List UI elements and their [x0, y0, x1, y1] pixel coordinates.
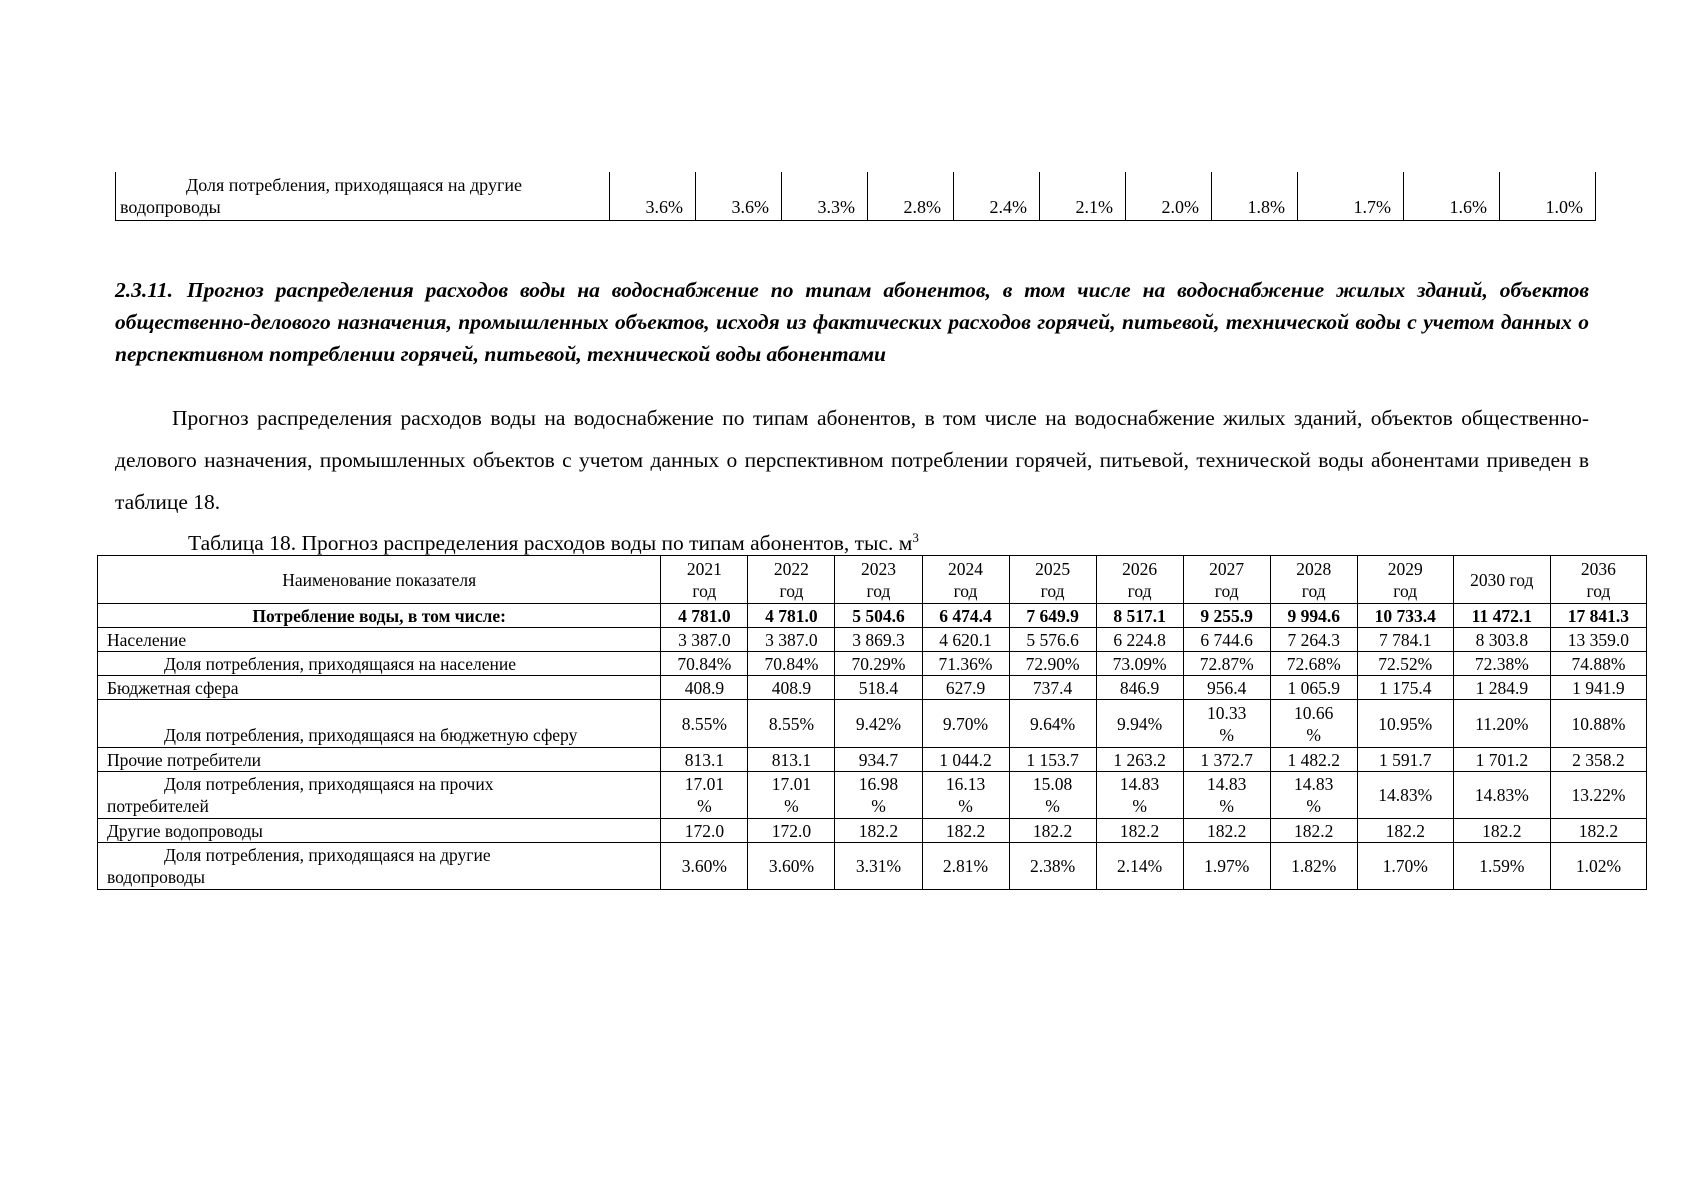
cell-value: 1 372.7 — [1200, 749, 1253, 770]
cell-value: 408.9 — [684, 677, 725, 698]
cell-value: 182.2 — [945, 820, 986, 841]
table-cell — [1550, 652, 1646, 676]
cell-percent-sign: % — [1132, 796, 1147, 816]
cell-value: 9.64% — [1029, 713, 1076, 734]
table-cell: 3.6% — [610, 172, 696, 221]
year-label: 2026 — [1122, 558, 1158, 579]
cell-value: 5 576.6 — [1026, 629, 1079, 650]
cell-value: 7 649.9 — [1026, 605, 1079, 626]
row-label-text: Доля потребления, приходящаяся на бюджетную сферу — [164, 725, 578, 745]
table-cell — [1453, 628, 1550, 652]
cell-value: 182.2 — [1578, 820, 1619, 841]
cell-value: 3.31% — [855, 856, 902, 876]
cell-value: 72.68% — [1286, 653, 1341, 674]
cell-value: 1.82% — [1291, 856, 1337, 876]
table-cell — [748, 843, 835, 890]
table-cell — [1096, 676, 1183, 700]
cell-value: 182.2 — [1482, 820, 1522, 841]
row-label-line: потребителей — [107, 796, 209, 816]
cell-value: 518.4 — [858, 677, 899, 698]
year-unit: год — [1040, 580, 1065, 601]
table-cell — [922, 819, 1009, 843]
table-cell — [835, 652, 922, 676]
table-cell — [1183, 676, 1270, 700]
cell-value: 16.98 — [858, 774, 899, 794]
table-cell — [835, 700, 922, 748]
cell-value: 14.83 — [1294, 774, 1334, 794]
cell-value: 1 701.2 — [1475, 749, 1529, 770]
table-cell — [748, 819, 835, 843]
cell-percent-sign: % — [958, 796, 973, 816]
cell-value: 8 517.1 — [1113, 605, 1166, 626]
cell-value: 627.9 — [945, 677, 986, 698]
cell-value: 72.38% — [1474, 653, 1529, 674]
cell-percent-sign: % — [1219, 724, 1234, 745]
table-cell — [748, 676, 835, 700]
table-cell — [1453, 676, 1550, 700]
continued-table — [115, 172, 1596, 221]
cell-value: 70.84% — [677, 653, 732, 674]
other-pipelines-row — [98, 819, 1647, 843]
cell-percent-sign: % — [1306, 796, 1321, 816]
table-cell — [1550, 676, 1646, 700]
cell-value: 73.09% — [1112, 653, 1167, 674]
table-cell — [1096, 772, 1183, 819]
cell-value: 10.33 — [1206, 702, 1247, 723]
table-cell — [661, 676, 748, 700]
table-cell — [1183, 628, 1270, 652]
year-unit: год — [1127, 580, 1152, 601]
table-cell — [1550, 772, 1646, 819]
cell-value: 17.01 — [771, 774, 812, 794]
table-cell — [835, 748, 922, 772]
table-cell — [1096, 843, 1183, 890]
table-cell — [835, 772, 922, 819]
table-cell — [1357, 628, 1453, 652]
column-header-year — [835, 556, 922, 604]
cell-percent-sign: % — [1045, 796, 1060, 816]
cell-value: 182.2 — [1119, 820, 1160, 841]
table-cell — [835, 676, 922, 700]
table-cell — [1357, 843, 1453, 890]
column-header-year — [1183, 556, 1270, 604]
table-cell — [1009, 628, 1096, 652]
year-unit: год — [692, 580, 717, 601]
table-cell — [661, 772, 748, 819]
population-row — [98, 628, 1647, 652]
cell-value: 8.55% — [768, 713, 815, 734]
table-cell: 2.8% — [868, 172, 954, 221]
year-unit: год — [779, 580, 804, 601]
cell-value: 956.4 — [1206, 677, 1247, 698]
column-header-name: Наименование показателя — [98, 556, 661, 604]
section-title: Прогноз распределения расходов воды на водоснабжение по типам абонентов, в том числе на водоснабжение жилых зданий, объектов общественно-делового назначения, промышленных объектов, исходя из фактических расходов горячей, питьевой, технической воды с учетом данных о перспективном потреблении горячей, питьевой, технической воды абонентами — [115, 278, 1590, 366]
table-cell — [1270, 676, 1357, 700]
cell-value: 813.1 — [771, 749, 812, 770]
cell-value: 6 474.4 — [939, 605, 992, 626]
table-cell — [922, 676, 1009, 700]
cell-value: 172.0 — [684, 820, 725, 841]
cell-value: 1 482.2 — [1287, 749, 1340, 770]
row-label — [98, 700, 661, 748]
cell-value: 5 504.6 — [852, 605, 905, 626]
table-cell: 1.7% — [1298, 172, 1404, 221]
table-cell — [748, 700, 835, 748]
cell-value: 72.90% — [1025, 653, 1080, 674]
table-cell — [1453, 819, 1550, 843]
budget-row — [98, 676, 1647, 700]
table-cell — [748, 628, 835, 652]
table-cell — [1270, 628, 1357, 652]
table-cell — [1357, 748, 1453, 772]
table-cell — [1096, 819, 1183, 843]
cell-value: 10.88% — [1571, 713, 1626, 734]
cell-value: 6 744.6 — [1200, 629, 1253, 650]
cell-percent-sign: % — [1219, 796, 1234, 816]
table-cell: 2.1% — [1040, 172, 1126, 221]
year-label: 2028 — [1296, 558, 1332, 579]
year-label: 2022 — [773, 558, 809, 579]
table-cell — [835, 604, 922, 628]
cell-value: 737.4 — [1032, 677, 1073, 698]
row-label-line: водопроводы — [107, 867, 205, 887]
cell-value: 8.55% — [681, 713, 727, 734]
table-row — [116, 172, 1596, 221]
year-unit: год — [1586, 580, 1611, 601]
cell-percent-sign: % — [1306, 724, 1321, 745]
cell-value: 1 263.2 — [1113, 749, 1166, 770]
cell-value: 1 175.4 — [1379, 677, 1432, 698]
table-cell: 1.8% — [1212, 172, 1298, 221]
cell-value: 2.38% — [1029, 856, 1076, 876]
table-cell — [922, 748, 1009, 772]
table-cell — [748, 772, 835, 819]
table-caption-text: Таблица 18. Прогноз распределения расходов воды по типам абонентов, тыс. м — [188, 531, 913, 556]
year-unit: год — [1214, 580, 1239, 601]
row-label — [98, 652, 661, 676]
cell-value: 70.29% — [851, 653, 906, 674]
year-label: 2024 — [948, 558, 984, 579]
row-label — [98, 604, 661, 628]
table-cell — [1270, 604, 1357, 628]
cell-value: 1.70% — [1382, 856, 1428, 876]
row-label-line: Доля потребления, приходящаяся на другие — [164, 845, 491, 865]
year-unit: год — [866, 580, 891, 601]
table-cell — [1183, 652, 1270, 676]
table-caption-sup: 3 — [912, 530, 919, 545]
table-cell — [1550, 700, 1646, 748]
table-cell — [1009, 772, 1096, 819]
cell-value: 3.60% — [681, 856, 727, 876]
year-label: 2030 год — [1470, 569, 1534, 590]
row-label-text: Бюджетная сфера — [107, 677, 239, 698]
cell-value: 172.0 — [771, 820, 812, 841]
row-label-text: Прочие потребители — [107, 749, 262, 770]
cell-value: 1 591.7 — [1379, 749, 1432, 770]
table-cell — [1096, 652, 1183, 676]
table-cell: 2.0% — [1126, 172, 1212, 221]
cell-value: 9.94% — [1117, 713, 1163, 734]
other-pipelines-share-row — [98, 843, 1647, 890]
table-cell — [922, 652, 1009, 676]
table-cell — [835, 843, 922, 890]
table-cell — [922, 843, 1009, 890]
year-label: 2023 — [860, 558, 896, 579]
table-cell — [1183, 772, 1270, 819]
cell-value: 1.59% — [1479, 856, 1525, 876]
table-cell — [1096, 748, 1183, 772]
row-label — [98, 843, 661, 890]
table-cell: 3.3% — [782, 172, 868, 221]
table-cell — [1183, 843, 1270, 890]
cell-percent-sign: % — [697, 796, 712, 816]
row-label — [98, 772, 661, 819]
cell-value: 70.84% — [764, 653, 819, 674]
table-cell: 1.6% — [1404, 172, 1500, 221]
row-label — [116, 172, 610, 221]
row-label-text: Потребление воды, в том числе: — [252, 605, 506, 626]
table-cell — [661, 748, 748, 772]
cell-value: 2.81% — [942, 856, 989, 876]
table-cell — [1009, 843, 1096, 890]
year-label: 2025 — [1035, 558, 1071, 579]
cell-value: 1 284.9 — [1475, 677, 1529, 698]
cell-value: 182.2 — [1206, 820, 1247, 841]
table-cell — [1270, 748, 1357, 772]
table-cell — [1096, 628, 1183, 652]
section-heading — [115, 274, 1589, 370]
table-cell — [922, 604, 1009, 628]
other-consumers-share-row — [98, 772, 1647, 819]
table-cell — [1453, 843, 1550, 890]
cell-value: 2.14% — [1117, 856, 1163, 876]
table-cell — [1270, 843, 1357, 890]
column-header-year — [661, 556, 748, 604]
cell-value: 4 620.1 — [939, 629, 992, 650]
table-cell — [661, 604, 748, 628]
table-cell — [661, 819, 748, 843]
table-cell — [1009, 819, 1096, 843]
row-label-text: Другие водопроводы — [107, 820, 263, 841]
water-distribution-table — [97, 555, 1647, 890]
year-unit: год — [1393, 580, 1418, 601]
cell-value: 16.13 — [945, 774, 986, 794]
cell-value: 9 994.6 — [1287, 605, 1340, 626]
table-cell — [1270, 819, 1357, 843]
cell-value: 6 224.8 — [1113, 629, 1166, 650]
cell-value: 182.2 — [1294, 820, 1334, 841]
row-label-line: водопроводы — [120, 197, 221, 217]
cell-value: 14.83% — [1378, 785, 1433, 805]
table-cell — [1009, 676, 1096, 700]
table-cell — [661, 628, 748, 652]
table-cell — [1009, 652, 1096, 676]
cell-value: 2 358.2 — [1572, 749, 1625, 770]
table-cell — [1096, 604, 1183, 628]
table-cell — [1357, 652, 1453, 676]
cell-value: 1.02% — [1575, 856, 1622, 876]
table-cell — [748, 652, 835, 676]
row-label — [98, 748, 661, 772]
table-cell — [1357, 819, 1453, 843]
cell-value: 846.9 — [1119, 677, 1160, 698]
year-unit: год — [953, 580, 978, 601]
year-label: 2029 — [1387, 558, 1423, 579]
cell-value: 71.36% — [938, 653, 993, 674]
total-row — [98, 604, 1647, 628]
cell-value: 10.66 — [1294, 702, 1334, 723]
cell-value: 11.20% — [1475, 713, 1529, 734]
population-share-row — [98, 652, 1647, 676]
cell-value: 15.08 — [1032, 774, 1073, 794]
cell-value: 3.60% — [768, 856, 815, 876]
cell-percent-sign: % — [871, 796, 886, 816]
table-cell: 1.0% — [1500, 172, 1596, 221]
cell-value: 10 733.4 — [1374, 605, 1436, 626]
table-cell — [1009, 604, 1096, 628]
table-cell — [1183, 748, 1270, 772]
table-cell — [1183, 604, 1270, 628]
table-cell — [835, 819, 922, 843]
table-cell — [1183, 700, 1270, 748]
table-cell — [748, 604, 835, 628]
table-cell — [1183, 819, 1270, 843]
cell-value: 14.83% — [1474, 785, 1529, 805]
table-cell — [1550, 819, 1646, 843]
row-label — [98, 676, 661, 700]
table-cell — [748, 748, 835, 772]
cell-value: 1 065.9 — [1287, 677, 1340, 698]
cell-value: 182.2 — [1385, 820, 1425, 841]
column-header-year — [1096, 556, 1183, 604]
column-header-year — [1357, 556, 1453, 604]
table-cell — [1550, 843, 1646, 890]
intro-paragraph: Прогноз распределения расходов воды на водоснабжение по типам абонентов, в том числе на водоснабжение жилых зданий, объектов общественно-делового назначения, промышленных объектов с учетом данных о перспективном потреблении горячей, питьевой, технической воды абонентами приведен в таблице 18. — [115, 406, 1589, 514]
column-header-year — [1270, 556, 1357, 604]
column-header-year — [1453, 556, 1550, 604]
table-cell — [1270, 700, 1357, 748]
cell-value: 3 869.3 — [852, 629, 905, 650]
cell-value: 7 784.1 — [1379, 629, 1432, 650]
cell-value: 1 941.9 — [1572, 677, 1625, 698]
column-header-year — [1009, 556, 1096, 604]
table-cell — [1270, 772, 1357, 819]
table-cell — [1453, 652, 1550, 676]
row-label-text: Доля потребления, приходящаяся на население — [164, 653, 517, 674]
cell-value: 1 153.7 — [1026, 749, 1079, 770]
table-cell: 2.4% — [954, 172, 1040, 221]
table-cell — [835, 628, 922, 652]
cell-value: 9 255.9 — [1200, 605, 1253, 626]
cell-value: 11 472.1 — [1471, 605, 1532, 626]
table-cell — [1096, 700, 1183, 748]
cell-value: 3 387.0 — [765, 629, 818, 650]
table-header-row — [98, 556, 1647, 604]
cell-value: 3 387.0 — [678, 629, 731, 650]
cell-value: 72.87% — [1199, 653, 1254, 674]
table-cell — [1357, 676, 1453, 700]
budget-share-row — [98, 700, 1647, 748]
table-cell — [1270, 652, 1357, 676]
other-consumers-row — [98, 748, 1647, 772]
cell-value: 9.70% — [942, 713, 989, 734]
cell-value: 813.1 — [684, 749, 725, 770]
table-cell: 3.6% — [696, 172, 782, 221]
cell-value: 182.2 — [1032, 820, 1073, 841]
cell-value: 934.7 — [858, 749, 899, 770]
table-cell — [1009, 700, 1096, 748]
row-label — [98, 628, 661, 652]
table-cell — [661, 843, 748, 890]
row-label — [98, 819, 661, 843]
cell-value: 14.83 — [1119, 774, 1160, 794]
cell-percent-sign: % — [784, 796, 799, 816]
cell-value: 1.97% — [1204, 856, 1250, 876]
year-unit: год — [1301, 580, 1326, 601]
table-cell — [1009, 748, 1096, 772]
cell-value: 4 781.0 — [765, 605, 818, 626]
table-cell — [922, 772, 1009, 819]
cell-value: 13.22% — [1571, 785, 1626, 805]
cell-value: 9.42% — [855, 713, 902, 734]
cell-value: 408.9 — [771, 677, 812, 698]
section-number: 2.3.11. — [115, 278, 173, 302]
table-cell — [1453, 772, 1550, 819]
row-label-text: Население — [107, 629, 187, 650]
cell-value: 4 781.0 — [678, 605, 731, 626]
table-cell — [1453, 748, 1550, 772]
table-cell — [1357, 700, 1453, 748]
table-cell — [1453, 700, 1550, 748]
table-cell — [1357, 772, 1453, 819]
cell-value: 10.95% — [1378, 713, 1433, 734]
cell-value: 74.88% — [1571, 653, 1626, 674]
table-cell — [922, 628, 1009, 652]
cell-value: 8 303.8 — [1475, 629, 1529, 650]
year-label: 2036 — [1580, 558, 1616, 579]
year-label: 2021 — [686, 558, 722, 579]
column-header-year — [922, 556, 1009, 604]
year-label: 2027 — [1209, 558, 1245, 579]
table-cell — [661, 652, 748, 676]
table-cell — [1550, 604, 1646, 628]
column-header-year — [1550, 556, 1646, 604]
cell-value: 17 841.3 — [1567, 605, 1630, 626]
cell-value: 72.52% — [1378, 653, 1433, 674]
table-cell — [1453, 604, 1550, 628]
row-label-line: Доля потребления, приходящаяся на другие — [186, 175, 522, 195]
cell-value: 14.83 — [1206, 774, 1247, 794]
cell-value: 7 264.3 — [1287, 629, 1340, 650]
cell-value: 182.2 — [858, 820, 899, 841]
cell-value: 13 359.0 — [1567, 629, 1630, 650]
table-cell — [1550, 748, 1646, 772]
table-caption — [188, 525, 919, 556]
table-cell — [661, 700, 748, 748]
column-header-year — [748, 556, 835, 604]
cell-value: 1 044.2 — [939, 749, 992, 770]
cell-value: 17.01 — [684, 774, 725, 794]
row-label-line: Доля потребления, приходящаяся на прочих — [164, 774, 494, 794]
table-cell — [1550, 628, 1646, 652]
table-cell — [922, 700, 1009, 748]
table-cell — [1357, 604, 1453, 628]
